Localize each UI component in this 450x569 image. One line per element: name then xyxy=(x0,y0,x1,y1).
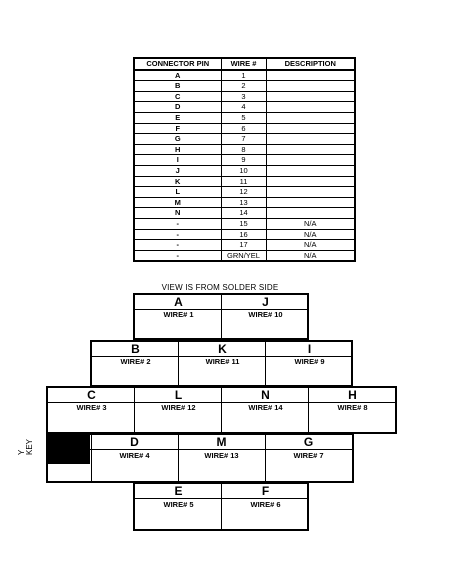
pin-m-letter: M xyxy=(216,435,227,449)
wire-cell: 13 xyxy=(221,197,266,208)
description-cell xyxy=(266,165,355,176)
description-cell xyxy=(266,187,355,198)
pin-cell: F xyxy=(134,123,221,134)
table-row xyxy=(134,240,355,251)
wire-cell: 5 xyxy=(221,112,266,123)
wire-cell: 2 xyxy=(221,81,266,92)
pin-cell: D xyxy=(134,102,221,113)
pin-n-wire: WIRE# 14 xyxy=(248,403,283,412)
pin-f-wire: WIRE# 6 xyxy=(250,500,281,509)
table-row xyxy=(134,70,355,81)
pin-cell: M xyxy=(134,197,221,208)
wire-cell: GRN/YEL xyxy=(221,250,266,261)
pin-j-wire: WIRE# 10 xyxy=(248,310,283,319)
description-cell xyxy=(266,123,355,134)
pin-k-wire: WIRE# 11 xyxy=(205,357,240,366)
pin-l-wire: WIRE# 12 xyxy=(161,403,196,412)
table-row xyxy=(134,250,355,261)
pin-table xyxy=(133,57,356,262)
wire-cell: 16 xyxy=(221,229,266,240)
pin-cell: C xyxy=(134,91,221,102)
pin-cell: N xyxy=(134,208,221,219)
pin-i-letter: I xyxy=(307,342,312,356)
description-cell xyxy=(266,102,355,113)
pin-l-letter: L xyxy=(174,388,183,402)
pin-g-wire: WIRE# 7 xyxy=(293,451,324,460)
pin-k-letter: K xyxy=(218,342,227,356)
pin-i-wire: WIRE# 9 xyxy=(294,357,325,366)
pin-cell: K xyxy=(134,176,221,187)
pin-j-letter: J xyxy=(262,295,269,309)
description-cell xyxy=(266,91,355,102)
pin-cell: B xyxy=(134,81,221,92)
description-cell xyxy=(266,70,355,81)
pin-e-letter: E xyxy=(174,484,183,498)
description-cell: N/A xyxy=(266,218,355,229)
key-label xyxy=(18,439,34,455)
description-cell xyxy=(266,81,355,92)
table-row xyxy=(134,187,355,198)
table-row xyxy=(134,102,355,113)
table-row xyxy=(134,155,355,166)
header-wire-number: WIRE # xyxy=(221,58,266,70)
table-header-row xyxy=(134,58,355,70)
pin-table-body xyxy=(134,70,355,262)
wire-cell: 6 xyxy=(221,123,266,134)
table-row xyxy=(134,165,355,176)
description-cell xyxy=(266,134,355,145)
description-cell xyxy=(266,176,355,187)
pin-cell: L xyxy=(134,187,221,198)
table-row xyxy=(134,91,355,102)
table-row xyxy=(134,229,355,240)
pin-b-letter: B xyxy=(131,342,140,356)
pin-cell: I xyxy=(134,155,221,166)
wire-cell: 10 xyxy=(221,165,266,176)
wire-cell: 1 xyxy=(221,70,266,81)
description-cell xyxy=(266,112,355,123)
description-cell: N/A xyxy=(266,250,355,261)
table-row xyxy=(134,144,355,155)
pin-cell: - xyxy=(134,218,221,229)
table-row xyxy=(134,176,355,187)
wire-cell: 4 xyxy=(221,102,266,113)
wire-cell: 9 xyxy=(221,155,266,166)
table-row xyxy=(134,134,355,145)
pin-cell: J xyxy=(134,165,221,176)
wire-cell: 11 xyxy=(221,176,266,187)
pin-a-letter: A xyxy=(174,295,183,309)
pin-f-letter: F xyxy=(261,484,270,498)
header-connector-pin: CONNECTOR PIN xyxy=(134,58,221,70)
table-row xyxy=(134,112,355,123)
pin-g-letter: G xyxy=(303,435,314,449)
pin-d-letter: D xyxy=(130,435,139,449)
wire-cell: 7 xyxy=(221,134,266,145)
pin-a-wire: WIRE# 1 xyxy=(163,310,194,319)
pin-n-letter: N xyxy=(261,388,270,402)
pin-cell: E xyxy=(134,112,221,123)
view-caption: VIEW IS FROM SOLDER SIDE xyxy=(161,283,279,292)
wire-cell: 3 xyxy=(221,91,266,102)
pin-d-wire: WIRE# 4 xyxy=(119,451,150,460)
pin-cell: - xyxy=(134,240,221,251)
pin-c-wire: WIRE# 3 xyxy=(76,403,107,412)
wire-cell: 15 xyxy=(221,218,266,229)
key-marker: Y xyxy=(17,449,26,455)
table-row xyxy=(134,81,355,92)
pin-c-letter: C xyxy=(87,388,96,402)
wire-cell: 14 xyxy=(221,208,266,219)
wire-cell: 8 xyxy=(221,144,266,155)
pin-m-wire: WIRE# 13 xyxy=(204,451,239,460)
pin-h-wire: WIRE# 8 xyxy=(337,403,368,412)
description-cell xyxy=(266,208,355,219)
table-row xyxy=(134,123,355,134)
pin-e-wire: WIRE# 5 xyxy=(163,500,194,509)
description-cell: N/A xyxy=(266,240,355,251)
wire-cell: 12 xyxy=(221,187,266,198)
description-cell: N/A xyxy=(266,229,355,240)
pin-cell: - xyxy=(134,229,221,240)
pin-b-wire: WIRE# 2 xyxy=(120,357,151,366)
table-row xyxy=(134,218,355,229)
description-cell xyxy=(266,155,355,166)
table-row xyxy=(134,197,355,208)
header-description: DESCRIPTION xyxy=(266,58,355,70)
pin-h-letter: H xyxy=(348,388,357,402)
key-block xyxy=(47,433,90,464)
pin-cell: H xyxy=(134,144,221,155)
wire-cell: 17 xyxy=(221,240,266,251)
description-cell xyxy=(266,144,355,155)
key-text: KEY xyxy=(25,438,34,455)
table-row xyxy=(134,208,355,219)
pin-cell: G xyxy=(134,134,221,145)
pin-cell: A xyxy=(134,70,221,81)
description-cell xyxy=(266,197,355,208)
pin-cell: - xyxy=(134,250,221,261)
